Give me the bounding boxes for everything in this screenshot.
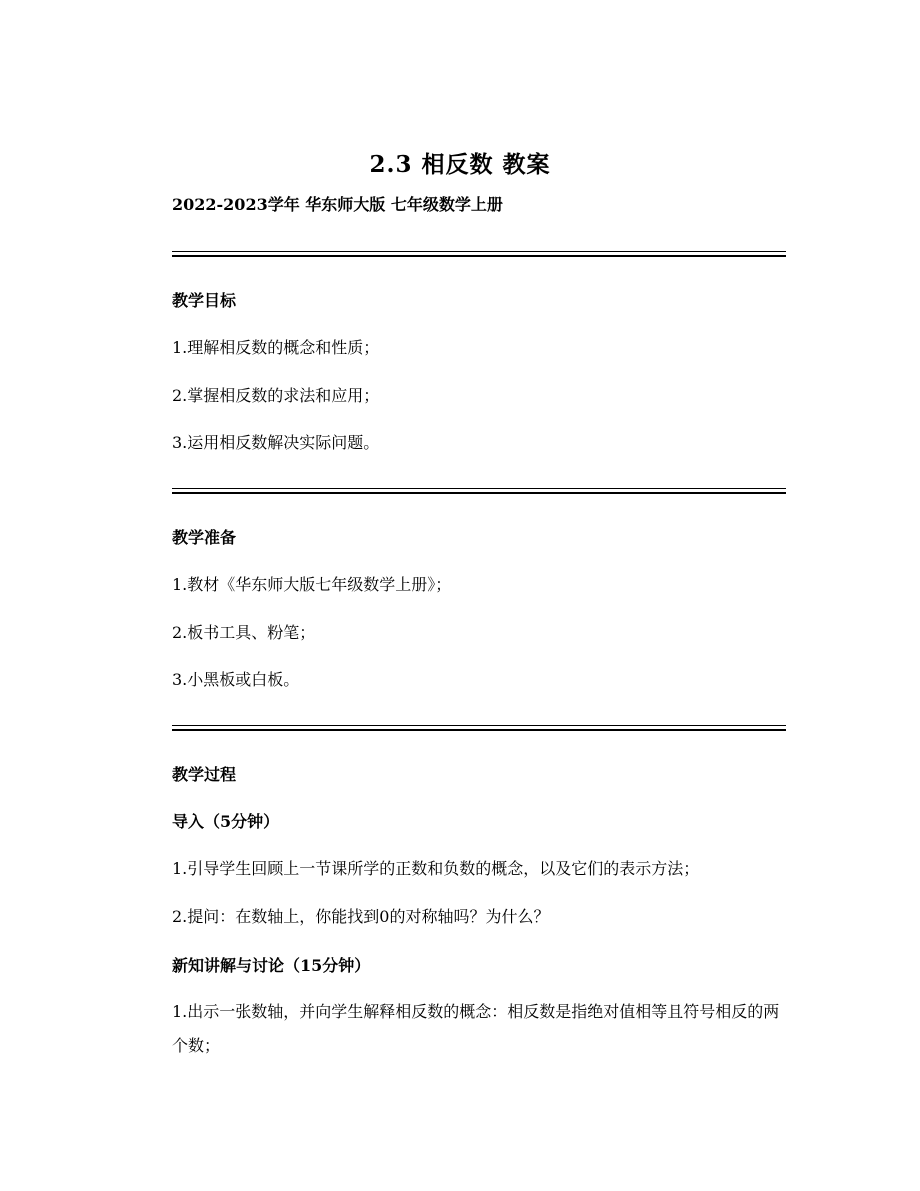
intro-item: 1.引导学生回顾上一节课所学的正数和负数的概念，以及它们的表示方法； [172, 859, 700, 878]
preparation-item: 2.板书工具、粉笔； [172, 623, 316, 642]
document-title: 2.3 相反数 教案 [369, 151, 551, 178]
objective-item: 3.运用相反数解决实际问题。 [172, 433, 380, 452]
objectives-heading: 教学目标 [172, 291, 237, 310]
new-knowledge-item: 1.出示一张数轴，并向学生解释相反数的概念：相反数是指绝对值相等且符号相反的两个数； [172, 1002, 780, 1055]
process-heading: 教学过程 [172, 765, 237, 784]
objective-item: 1.理解相反数的概念和性质； [172, 338, 380, 357]
section-divider [172, 488, 786, 494]
new-knowledge-heading: 新知讲解与讨论（15分钟） [172, 956, 371, 975]
document-subtitle: 2022-2023学年 华东师大版 七年级数学上册 [172, 195, 503, 214]
preparation-item: 3.小黑板或白板。 [172, 670, 300, 689]
intro-heading: 导入（5分钟） [172, 812, 280, 831]
section-divider [172, 251, 786, 257]
preparation-item: 1.教材《华东师大版七年级数学上册》； [172, 575, 452, 594]
intro-item: 2.提问：在数轴上，你能找到0的对称轴吗？为什么？ [172, 907, 550, 926]
objective-item: 2.掌握相反数的求法和应用； [172, 386, 380, 405]
section-divider [172, 725, 786, 731]
preparation-heading: 教学准备 [172, 528, 237, 547]
